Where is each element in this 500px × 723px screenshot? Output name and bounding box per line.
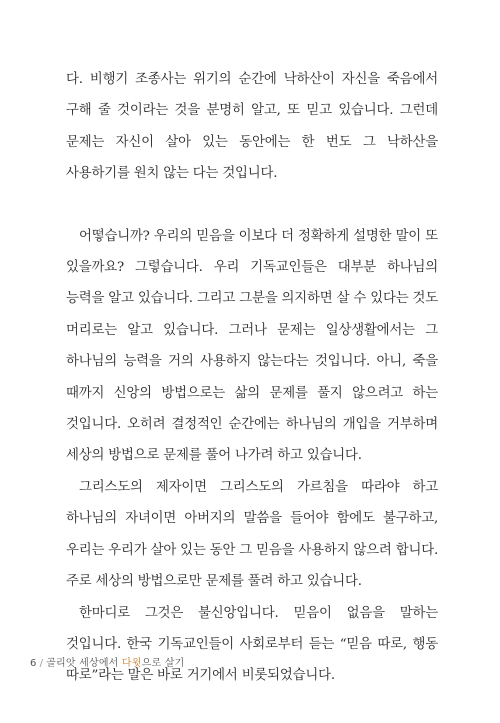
page-footer [30,654,184,669]
paragraph-gap [66,190,438,221]
footer-separator: / [39,658,44,669]
paragraph-3: 그리스도의 제자이면 그리스도의 가르침을 따라야 하고 하나님의 자녀이면 아버지의 말씀을 들어야 함에도 불구하고, 우리는 우리가 살아 있는 동안 그 믿음을 사용하지 않으려 합니다. 주로 세상의 방법으로만 문제를 풀려 하고 있습니다. [66,479,438,590]
book-title-highlight: 다윗 [121,658,142,669]
page-body [66,64,438,692]
book-title-suffix: 으로 살기 [141,658,185,669]
page-number: 6 [30,658,37,669]
book-title-prefix: 골리앗 세상에서 [46,658,122,669]
paragraph-2: 어떻습니까? 우리의 믿음을 이보다 더 정확하게 설명한 말이 또 있을까요? 그렇습니다. 우리 기독교인들은 대부분 하나님의 능력을 알고 있습니다. 그리고 그분을 의지하면 살 수 있다는 것도 머리로는 알고 있습니다. 그러나 문제는 일상생활에서는 그 하나님의 능력을 거의 사용하지 않는다는 것입니다. 아니, 죽을 때까지 신앙의 방법으로는 삶의 문제를 풀지 않으려고 하는 것입니다. 오히려 결정적인 순간에는 하나님의 개입을 거부하며 세상의 방법으로 문제를 풀어 나가려 하고 있습니다. [66,228,438,464]
paragraph-1: 다. 비행기 조종사는 위기의 순간에 낙하산이 자신을 죽음에서 구해 줄 것이라는 것을 분명히 알고, 또 믿고 있습니다. 그런데 문제는 자신이 살아 있는 동안에는 한 번도 그 낙하산을 사용하기를 원치 않는 다는 것입니다. [66,72,438,182]
paragraph-4: 한마디로 그것은 불신앙입니다. 믿음이 없음을 말하는 것입니다. 한국 기독교인들이 사회로부터 듣는 “믿음 따로, 행동 따로”라는 말은 바로 거기에서 비롯되었습니다. [66,605,438,684]
